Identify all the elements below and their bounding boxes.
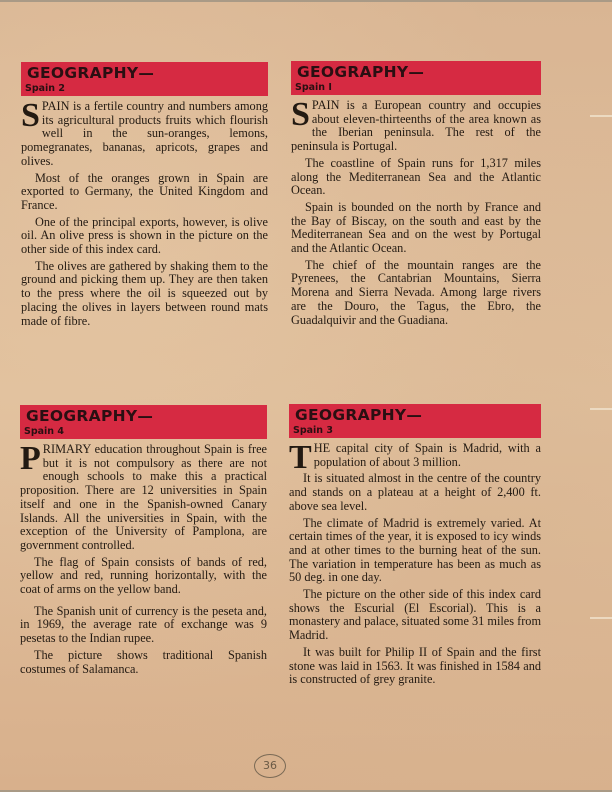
index-card-spain-1 <box>291 61 541 330</box>
card-paragraph: The climate of Madrid is extremely varied. At certain times of the year, it is exposed to icy winds and at other times to the burning heat of the sun. The variation in temperature has been as much as 50 deg. in one day. <box>289 515 541 585</box>
drop-cap: S <box>291 96 310 133</box>
card-subtitle: Spain 3 <box>293 425 333 436</box>
card-paragraph: SPAIN is a European country and occupies about eleven-thirteenths of the area known as the Iberian peninsula. The rest of the peninsula is Portugal. <box>291 96 541 154</box>
card-title: GEOGRAPHY— <box>26 407 154 425</box>
card-title: GEOGRAPHY— <box>297 63 425 81</box>
card-subtitle: Spain 4 <box>24 426 64 437</box>
card-header <box>289 404 541 438</box>
card-paragraph: The picture on the other side of this index card shows the Escurial (El Escorial). This is a monastery and palace, situated some 31 miles from Madrid. <box>289 587 542 643</box>
drop-cap: P <box>20 440 41 477</box>
card-paragraph: The picture shows traditional Spanish costumes of Salamanca. <box>20 647 267 676</box>
index-card-spain-4 <box>20 405 267 679</box>
drop-cap: T <box>289 439 312 476</box>
card-paragraph: THE capital city of Spain is Madrid, with a population of about 3 million. <box>289 439 541 476</box>
card-title: GEOGRAPHY— <box>27 64 155 82</box>
card-paragraph: The olives are gathered by shaking them to the ground and picking them up. They are then taken to the press where the oil is squeezed out by placing the olives in layers between round mats made of fibre. <box>21 258 268 328</box>
card-paragraph: The chief of the mountain ranges are the Pyrenees, the Cantabrian Mountains, Sierra Morena and Sierra Nevada. Among large rivers are the Douro, the Tagus, the Ebro, the Guadalquivir and the Guadiana. <box>291 257 541 327</box>
card-subtitle: Spain I <box>295 82 332 93</box>
card-body <box>291 96 541 327</box>
card-paragraph: The Spanish unit of currency is the peseta and, in 1969, the average rate of exchange was 9 pesetas to the Indian rupee. <box>20 603 267 646</box>
card-paragraph: It is situated almost in the centre of the country and stands on a plateau at a height of 2,400 ft. above sea level. <box>289 471 541 513</box>
drop-cap: S <box>21 97 40 134</box>
card-paragraph: It was built for Philip II of Spain and the first stone was laid in 1563. It was finished in 1584 and is constructed of grey granite. <box>289 644 541 687</box>
card-header <box>21 62 268 96</box>
card-header <box>20 405 267 439</box>
card-paragraph: PRIMARY education throughout Spain is free but it is not compulsory as there are not enough schools to make this a practical proposition. There are 12 universities in Spain itself and one in the Spanish-owned Canary Islands. All the universities in Spain, with the exception of the University of Pamplona, are government controlled. <box>20 440 267 552</box>
paper-tear-mark <box>590 617 612 619</box>
card-body <box>21 97 268 328</box>
card-title: GEOGRAPHY— <box>295 406 423 424</box>
card-body <box>20 440 267 676</box>
card-paragraph: One of the principal exports, however, is olive oil. An olive press is shown in the picture on the other side of this index card. <box>21 214 268 257</box>
paper-tear-mark <box>590 408 612 410</box>
handwritten-page-number: 36 <box>254 754 286 778</box>
index-card-spain-2 <box>21 62 268 331</box>
card-body <box>289 439 542 687</box>
card-paragraph: SPAIN is a fertile country and numbers among its agricultural products fruits which flourish well in the sun-oranges, lemons, pomegranates, bananas, apricots, grapes and olives. <box>21 97 268 168</box>
page-top-edge <box>0 0 612 2</box>
card-subtitle: Spain 2 <box>25 83 65 94</box>
card-paragraph: Most of the oranges grown in Spain are exported to Germany, the United Kingdom and France. <box>21 170 268 212</box>
index-card-spain-3 <box>289 404 541 690</box>
card-paragraph: The coastline of Spain runs for 1,317 miles along the Mediterranean Sea and the Atlantic Ocean. <box>291 155 541 198</box>
card-header <box>291 61 541 95</box>
paper-tear-mark <box>590 115 612 117</box>
card-paragraph: Spain is bounded on the north by France and the Bay of Biscay, on the south and east by the Mediterranean Sea and on the west by Portugal and the Atlantic Ocean. <box>291 199 541 256</box>
card-paragraph: The flag of Spain consists of bands of red, yellow and red, running horizontally, with the coat of arms on the yellow band. <box>20 554 267 597</box>
